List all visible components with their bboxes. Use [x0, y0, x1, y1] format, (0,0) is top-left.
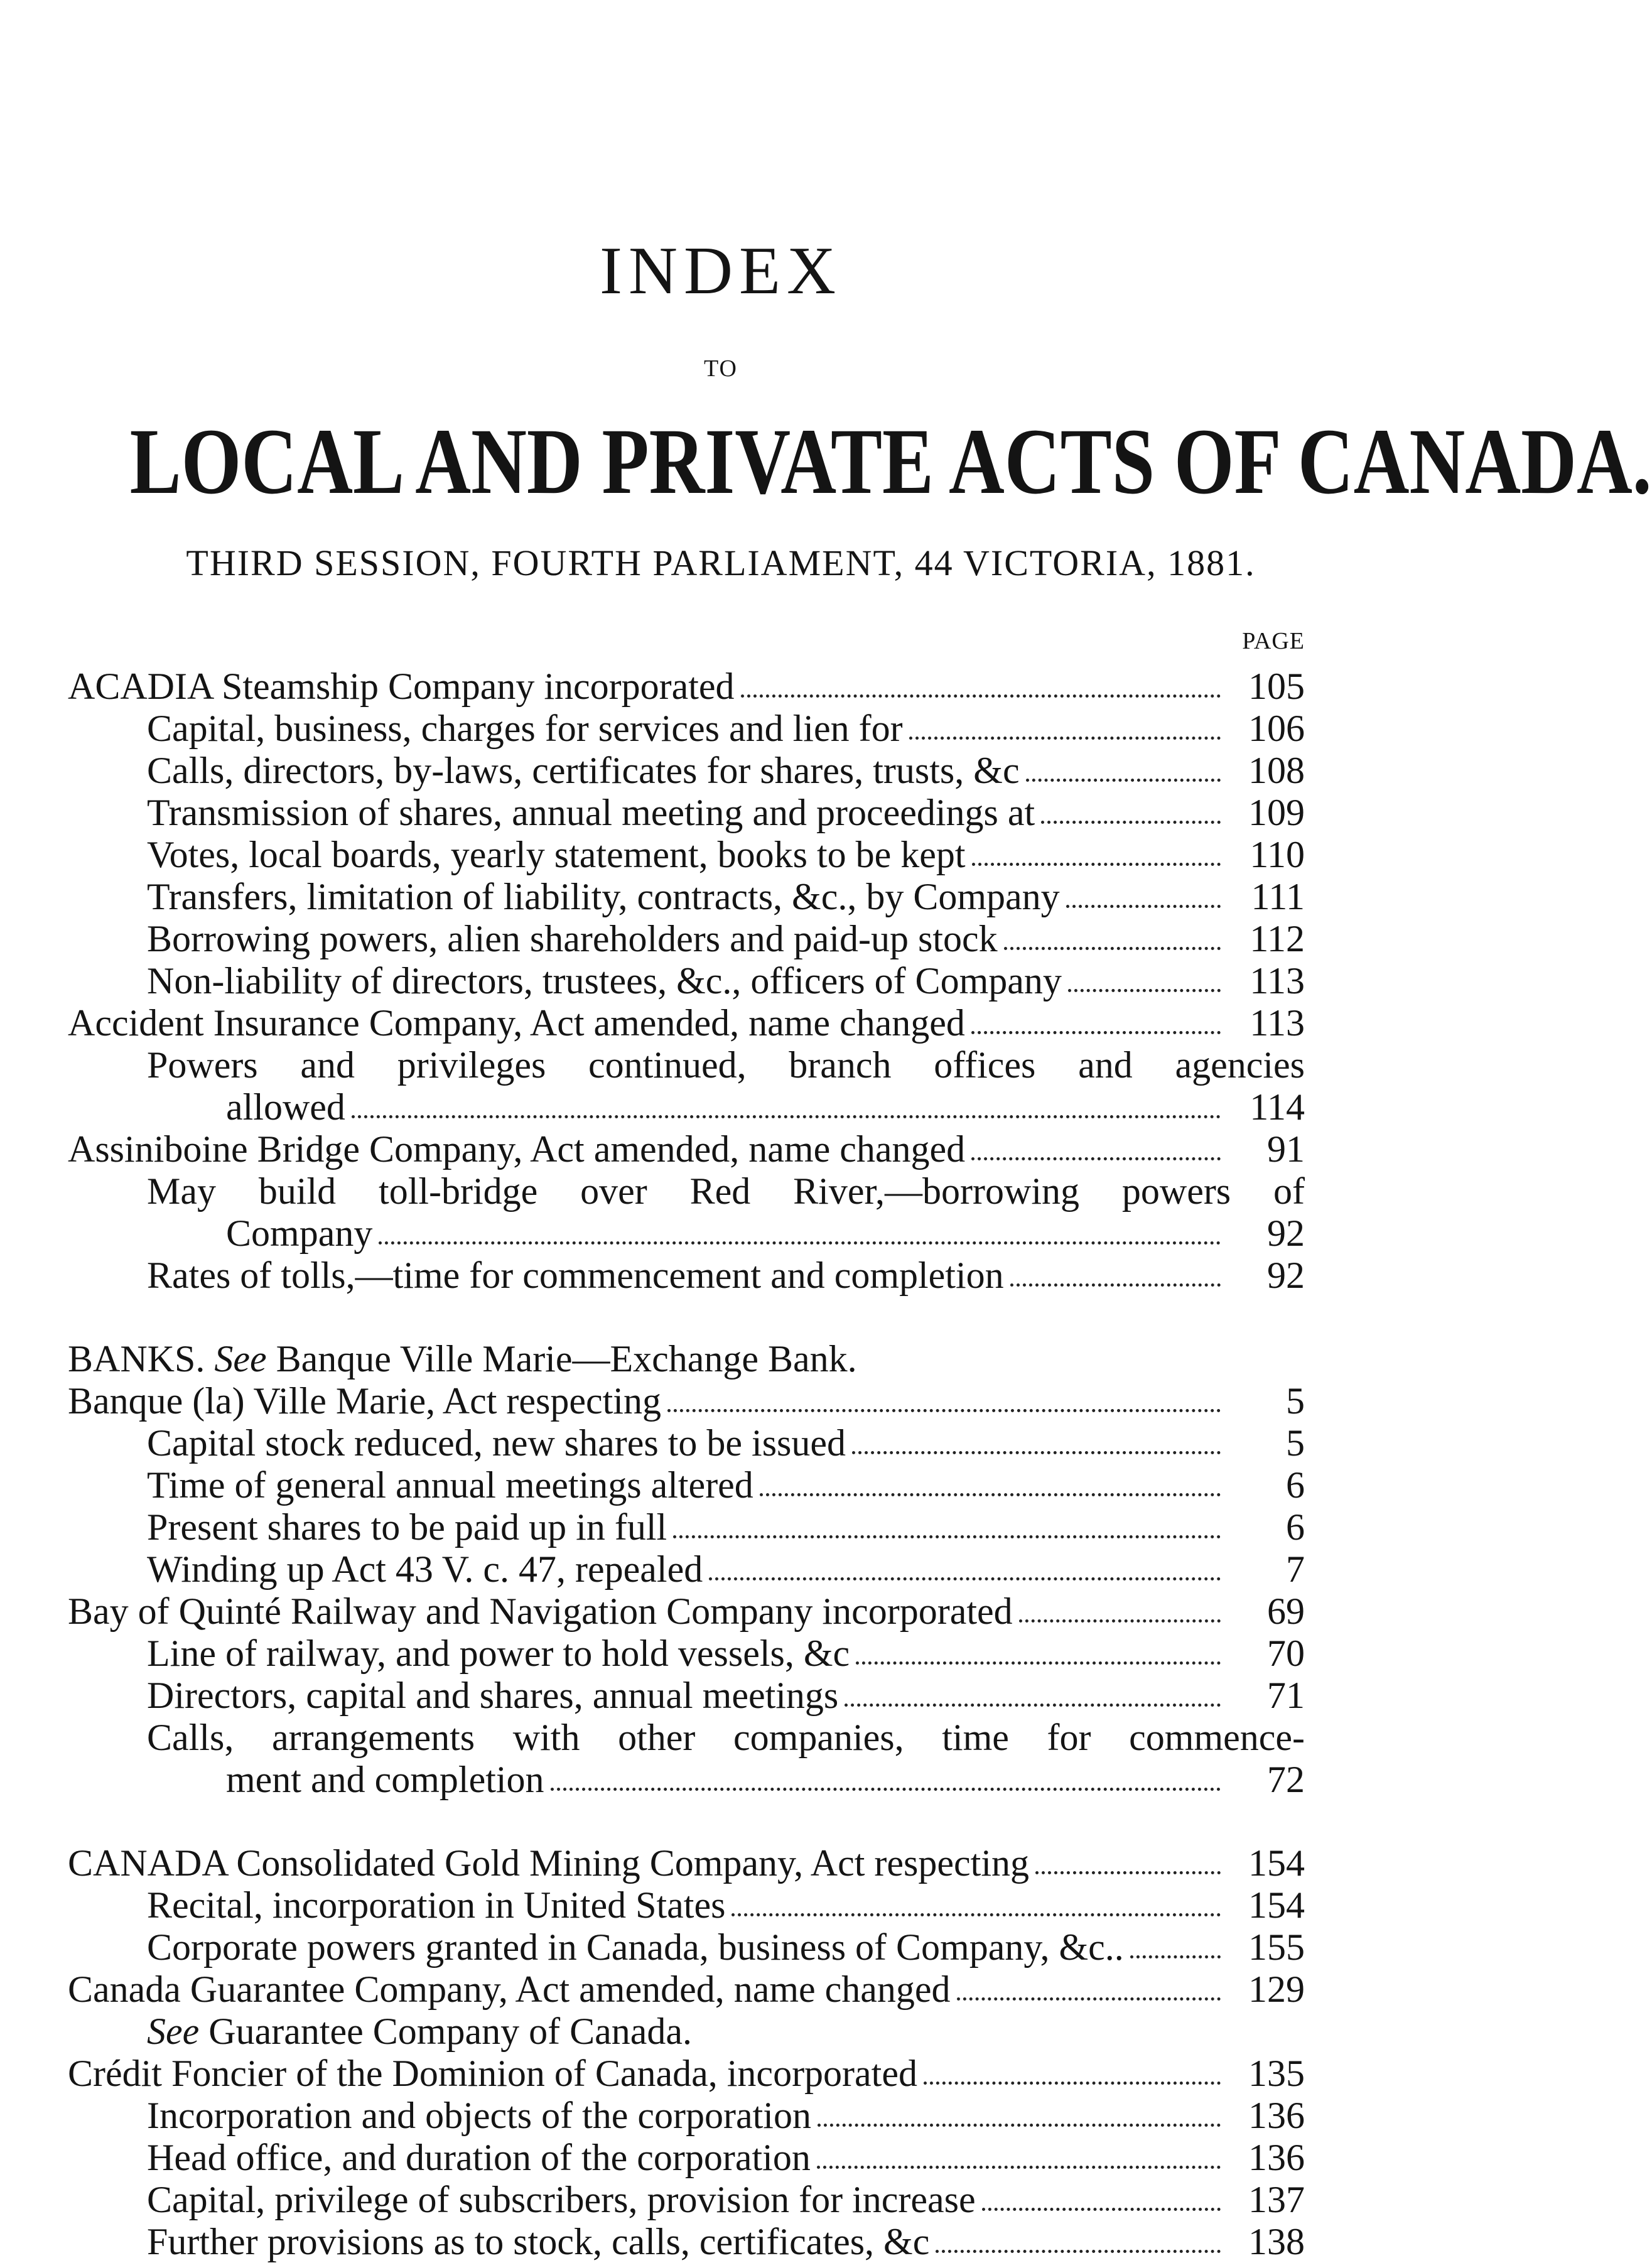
index-subentry — [68, 1422, 1305, 1464]
entry-page: 136 — [1248, 2137, 1305, 2178]
dot-leader — [852, 1451, 1221, 1454]
index-subentry — [68, 750, 1305, 792]
entry-page: 92 — [1267, 1213, 1305, 1254]
dot-leader — [971, 1157, 1221, 1160]
dot-leader — [1066, 905, 1221, 908]
entry-text: Calls, directors, by-laws, certificates for shares, trusts, &c — [147, 750, 1020, 791]
index-subentry — [68, 1255, 1305, 1297]
index-subentry — [68, 918, 1305, 960]
entry-page: 105 — [1248, 666, 1305, 707]
entry-text-line-2: Company — [226, 1213, 373, 1254]
index-subentry — [68, 792, 1305, 834]
dot-leader — [760, 1493, 1221, 1496]
entry-text: CANADA Consolidated Gold Mining Company, Act respecting — [68, 1842, 1029, 1884]
entry-page: 137 — [1248, 2179, 1305, 2220]
entry-text: Incorporation and objects of the corporation — [147, 2095, 811, 2136]
page-title: LOCAL AND PRIVATE ACTS OF CANADA. — [129, 409, 1652, 514]
see-label: See — [214, 1338, 267, 1380]
dot-leader — [1035, 1871, 1221, 1874]
index-entries — [68, 666, 1305, 2263]
entry-page: 108 — [1248, 750, 1305, 791]
entry-text: Transmission of shares, annual meeting and proceedings at — [147, 792, 1035, 833]
entry-page: 92 — [1267, 1255, 1305, 1296]
dot-leader — [856, 1661, 1221, 1665]
entry-page: 69 — [1267, 1591, 1305, 1632]
entry-text: Accident Insurance Company, Act amended, name changed — [68, 1002, 965, 1044]
entry-text: Borrowing powers, alien shareholders and paid-up stock — [147, 918, 998, 959]
index-subentry — [68, 834, 1305, 876]
entry-page: 114 — [1250, 1086, 1305, 1128]
entry-text: Assiniboine Bridge Company, Act amended, name changed — [68, 1128, 966, 1170]
entry-page: 154 — [1248, 1884, 1305, 1926]
index-entry — [68, 1380, 1305, 1422]
dot-leader — [1019, 1619, 1221, 1623]
dot-leader — [817, 2166, 1221, 2169]
index-entry — [68, 666, 1305, 708]
entry-text: Banque (la) Ville Marie, Act respecting — [68, 1380, 661, 1422]
entry-page: 91 — [1267, 1128, 1305, 1170]
entry-text: Winding up Act 43 V. c. 47, repealed — [147, 1548, 703, 1590]
index-entry — [68, 1128, 1305, 1170]
entry-text: ACADIA Steamship Company incorporated — [68, 666, 735, 707]
cross-reference-heading: BANKS. — [68, 1338, 205, 1380]
section-gap — [68, 1801, 1305, 1842]
index-subentry — [68, 2095, 1305, 2137]
dot-leader — [972, 863, 1221, 866]
index-subentry-wrapped — [68, 1170, 1305, 1255]
dot-leader — [818, 2124, 1221, 2127]
dot-leader — [673, 1535, 1221, 1538]
index-entry — [68, 1842, 1305, 1884]
dot-leader — [982, 2208, 1221, 2211]
section-gap — [68, 1297, 1305, 1338]
entry-text: Corporate powers granted in Canada, business of Company, &c.. — [147, 1926, 1124, 1968]
entry-page: 110 — [1250, 834, 1305, 875]
see-label: See — [147, 2011, 200, 2052]
entry-text: Transfers, limitation of liability, contracts, &c., by Company — [147, 876, 1060, 917]
index-subentry — [68, 1926, 1305, 1969]
dot-leader — [379, 1241, 1221, 1245]
entry-page: 72 — [1267, 1759, 1305, 1800]
dot-leader — [551, 1788, 1221, 1791]
entry-text: Further provisions as to stock, calls, certificates, &c — [147, 2221, 930, 2262]
to-label: TO — [704, 355, 738, 382]
index-subentry — [68, 876, 1305, 918]
dot-leader — [936, 2250, 1221, 2253]
entry-text: Head office, and duration of the corporation — [147, 2137, 811, 2178]
entry-page: 106 — [1248, 708, 1305, 749]
session-line: THIRD SESSION, FOURTH PARLIAMENT, 44 VICTORIA, 1881. — [186, 543, 1256, 583]
entry-page: 155 — [1248, 1926, 1305, 1968]
entry-text: Capital, business, charges for services and lien for — [147, 708, 903, 749]
dot-leader — [909, 737, 1221, 740]
cross-reference-target: Guarantee Company of Canada. — [208, 2011, 692, 2052]
cross-reference — [68, 1338, 1305, 1380]
entry-page: 5 — [1286, 1422, 1305, 1464]
dot-leader — [1026, 779, 1221, 782]
dot-leader — [667, 1409, 1221, 1412]
dot-leader — [1010, 1283, 1221, 1287]
index-heading: INDEX — [600, 234, 842, 308]
entry-page: 113 — [1250, 960, 1305, 1002]
entry-text: Recital, incorporation in United States — [147, 1884, 726, 1926]
dot-leader — [845, 1704, 1221, 1707]
index-subentry — [68, 1675, 1305, 1717]
index-entry — [68, 1591, 1305, 1633]
dot-leader — [741, 694, 1221, 698]
entry-text-line-1: Calls, arrangements with other companies, time for commence- — [147, 1717, 1305, 1758]
dot-leader — [732, 1913, 1221, 1916]
entry-page: 113 — [1250, 1002, 1305, 1044]
entry-page: 111 — [1251, 876, 1305, 917]
entry-page: 6 — [1286, 1464, 1305, 1506]
dot-leader — [957, 1997, 1221, 2001]
entry-page: 136 — [1248, 2095, 1305, 2136]
dot-leader — [352, 1115, 1221, 1118]
index-entry — [68, 1002, 1305, 1044]
entry-page: 109 — [1248, 792, 1305, 833]
index-subentry — [68, 1548, 1305, 1591]
index-entry — [68, 1969, 1305, 2011]
dot-leader — [924, 2082, 1221, 2085]
index-subentry-wrapped — [68, 1717, 1305, 1801]
index-subentry — [68, 2221, 1305, 2263]
index-entry — [68, 2053, 1305, 2095]
index-subentry — [68, 1506, 1305, 1548]
index-subentry — [68, 1464, 1305, 1506]
entry-text: Rates of tolls,—time for commencement and completion — [147, 1255, 1004, 1296]
entry-page: 154 — [1248, 1842, 1305, 1884]
dot-leader — [1068, 989, 1221, 992]
entry-text: Directors, capital and shares, annual meetings — [147, 1675, 839, 1716]
entry-page: 138 — [1248, 2221, 1305, 2262]
dot-leader — [1041, 821, 1221, 824]
entry-text: Capital, privilege of subscribers, provision for increase — [147, 2179, 976, 2220]
cross-reference — [68, 2011, 1305, 2053]
page-column-label: PAGE — [1242, 628, 1305, 654]
index-subentry — [68, 960, 1305, 1002]
dot-leader — [1130, 1955, 1221, 1958]
entry-text-line-2: allowed — [226, 1086, 345, 1128]
index-subentry — [68, 1633, 1305, 1675]
entry-text: Present shares to be paid up in full — [147, 1506, 667, 1548]
entry-text: Line of railway, and power to hold vessels, &c — [147, 1633, 850, 1674]
entry-page: 129 — [1248, 1969, 1305, 2010]
entry-page: 70 — [1267, 1633, 1305, 1674]
entry-text: Canada Guarantee Company, Act amended, name changed — [68, 1969, 951, 2010]
entry-text: Votes, local boards, yearly statement, books to be kept — [147, 834, 966, 875]
index-subentry — [68, 1884, 1305, 1926]
entry-text: Time of general annual meetings altered — [147, 1464, 753, 1506]
entry-text: Crédit Foncier of the Dominion of Canada, incorporated — [68, 2053, 917, 2094]
index-subentry-wrapped — [68, 1044, 1305, 1128]
entry-text-line-1: Powers and privileges continued, branch offices and agencies — [147, 1044, 1305, 1086]
entry-text-line-2: ment and completion — [226, 1759, 544, 1800]
index-subentry — [68, 2137, 1305, 2179]
entry-page: 135 — [1248, 2053, 1305, 2094]
entry-page: 112 — [1250, 918, 1305, 959]
index-subentry — [68, 2179, 1305, 2221]
entry-page: 7 — [1286, 1548, 1305, 1590]
entry-text-line-1: May build toll-bridge over Red River,—borrowing powers of — [147, 1170, 1305, 1212]
dot-leader — [1004, 947, 1221, 950]
entry-text: Capital stock reduced, new shares to be issued — [147, 1422, 846, 1464]
dot-leader — [709, 1577, 1221, 1580]
cross-reference-target: Banque Ville Marie—Exchange Bank. — [276, 1338, 857, 1380]
entry-text: Bay of Quinté Railway and Navigation Company incorporated — [68, 1591, 1013, 1632]
dot-leader — [971, 1031, 1221, 1034]
entry-text: Non-liability of directors, trustees, &c., officers of Company — [147, 960, 1062, 1002]
index-subentry — [68, 708, 1305, 750]
entry-page: 71 — [1267, 1675, 1305, 1716]
entry-page: 6 — [1286, 1506, 1305, 1548]
entry-page: 5 — [1286, 1380, 1305, 1422]
